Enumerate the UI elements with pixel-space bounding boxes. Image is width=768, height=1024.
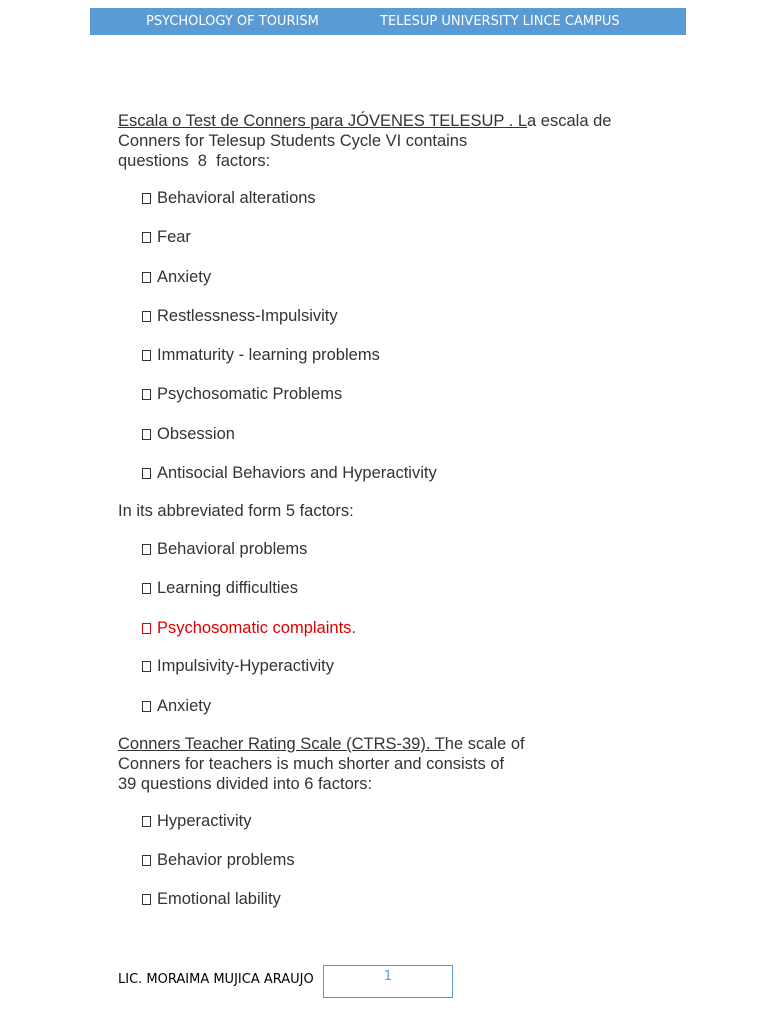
- intro-word: Cycle: [339, 132, 381, 150]
- teacher-line-1-rest: he scale of: [444, 735, 525, 753]
- box-bullet-icon: [142, 232, 151, 243]
- box-bullet-icon: [142, 816, 151, 827]
- list-item: [142, 811, 251, 831]
- list-item: [142, 306, 338, 326]
- list-item-label: Behavioral alterations: [157, 189, 316, 207]
- list-item: [142, 889, 281, 909]
- teacher-line-2: Conners for teachers is much shorter and consists of: [118, 755, 505, 773]
- intro-word: Conners: [118, 132, 181, 150]
- box-bullet-icon: [142, 661, 151, 672]
- intro-paragraph: [118, 111, 641, 171]
- list-item-label: Hyperactivity: [157, 812, 252, 830]
- box-bullet-icon: [142, 468, 151, 479]
- list-item: [142, 227, 191, 247]
- intro-word: Telesup: [208, 132, 266, 150]
- intro-word: contains: [405, 132, 468, 150]
- list-item: [142, 696, 211, 716]
- list-item-label: Obsession: [157, 425, 235, 443]
- box-bullet-icon: [142, 623, 151, 634]
- intro-word: Students: [270, 132, 336, 150]
- list-item-label: Anxiety: [157, 268, 212, 286]
- intro-line-1: [118, 111, 641, 131]
- abbreviated-heading: In its abbreviated form 5 factors:: [118, 502, 354, 520]
- teacher-line-1: [118, 734, 525, 754]
- box-bullet-icon: [142, 429, 151, 440]
- header-course-title: PSYCHOLOGY OF TOURISM: [146, 14, 319, 29]
- header-campus-title: TELESUP UNIVERSITY LINCE CAMPUS: [380, 14, 620, 29]
- page-number: 1: [323, 965, 453, 998]
- list-item: [142, 539, 307, 559]
- list-item-label: Psychosomatic complaints.: [157, 619, 356, 637]
- intro-line-1-rest: a escala de: [527, 112, 612, 130]
- box-bullet-icon: [142, 272, 151, 283]
- intro-line-3: questions 8 factors:: [118, 152, 271, 170]
- list-item-label: Impulsivity-Hyperactivity: [157, 657, 334, 675]
- box-bullet-icon: [142, 350, 151, 361]
- intro-word: VI: [385, 132, 402, 150]
- list-item-highlighted: [142, 618, 356, 638]
- intro-word: for: [184, 132, 205, 150]
- teacher-line-3: 39 questions divided into 6 factors:: [118, 775, 373, 793]
- list-item: [142, 463, 437, 483]
- list-item: [142, 424, 235, 444]
- box-bullet-icon: [142, 544, 151, 555]
- list-item: [142, 345, 380, 365]
- box-bullet-icon: [142, 701, 151, 712]
- footer-author: LIC. MORAIMA MUJICA ARAUJO: [118, 972, 314, 987]
- box-bullet-icon: [142, 193, 151, 204]
- intro-underlined-title: Escala o Test de Conners para JÓVENES TELESUP . L: [118, 112, 528, 130]
- intro-line-2: [118, 131, 521, 151]
- list-item-label: Emotional lability: [157, 890, 281, 908]
- list-item-label: Behavioral problems: [157, 540, 308, 558]
- box-bullet-icon: [142, 894, 151, 905]
- list-item: [142, 578, 298, 598]
- list-item: [142, 267, 211, 287]
- list-item: [142, 656, 334, 676]
- list-item-label: Antisocial Behaviors and Hyperactivity: [157, 464, 437, 482]
- box-bullet-icon: [142, 389, 151, 400]
- teacher-underlined-title: Conners Teacher Rating Scale (CTRS-39). T: [118, 735, 445, 753]
- list-item: [142, 850, 295, 870]
- list-item-label: Behavior problems: [157, 851, 295, 869]
- box-bullet-icon: [142, 583, 151, 594]
- list-item-label: Anxiety: [157, 697, 212, 715]
- list-item-label: Fear: [157, 228, 191, 246]
- list-item-label: Immaturity - learning problems: [157, 346, 380, 364]
- list-item-label: Learning difficulties: [157, 579, 298, 597]
- header-bar: [90, 8, 686, 35]
- teacher-paragraph: [118, 734, 525, 794]
- list-item: [142, 384, 342, 404]
- list-item-label: Psychosomatic Problems: [157, 385, 343, 403]
- box-bullet-icon: [142, 855, 151, 866]
- list-item-label: Restlessness-Impulsivity: [157, 307, 338, 325]
- box-bullet-icon: [142, 311, 151, 322]
- list-item: [142, 188, 316, 208]
